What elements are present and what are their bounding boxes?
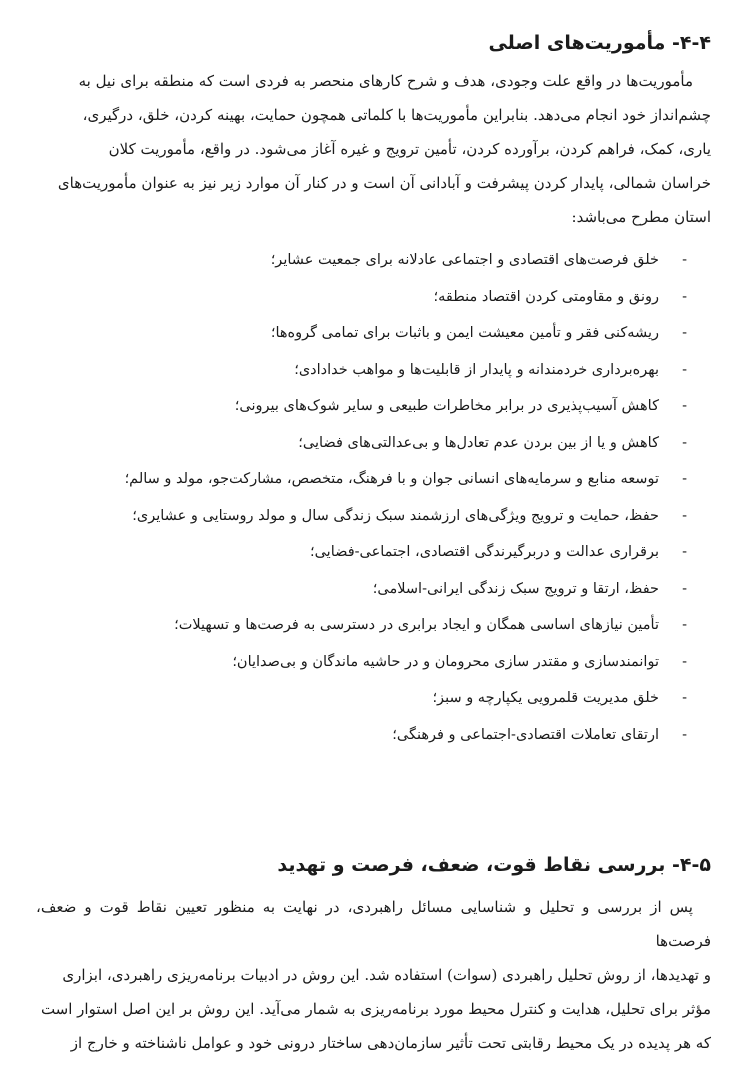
list-dash: - xyxy=(682,288,687,305)
section-heading-missions: ۴-۴- مأموریت‌های اصلی xyxy=(488,32,711,54)
list-item: - کاهش آسیب‌پذیری در برابر مخاطرات طبیعی و سایر شوک‌های بیرونی؛ xyxy=(36,388,687,425)
missions-list xyxy=(36,242,711,753)
swot-paragraph xyxy=(36,890,711,1060)
list-item: - خلق مدیریت قلمرویی یکپارچه و سبز؛ xyxy=(36,680,687,717)
list-dash: - xyxy=(682,398,687,414)
list-item: - کاهش و یا از بین بردن عدم تعادل‌ها و بی‌عدالتی‌های فضایی؛ xyxy=(36,425,687,462)
section-swot xyxy=(36,850,711,1060)
document-page xyxy=(36,28,711,1080)
list-dash: - xyxy=(682,544,687,560)
list-dash: - xyxy=(682,580,687,597)
list-dash: - xyxy=(682,617,687,633)
list-item: - حفظ، حمایت و ترویج ویژگی‌های ارزشمند سبک زندگی سال و مولد روستایی و عشایری؛ xyxy=(36,498,687,535)
section-missions xyxy=(36,28,711,753)
list-item: - خلق فرصت‌های اقتصادی و اجتماعی عادلانه برای جمعیت عشایر؛ xyxy=(36,242,687,279)
swot-line: که هر پدیده در یک محیط رقابتی تحت تأثیر سازمان‌دهی ساختار درونی خود و عوامل ناشناخته و خارج از xyxy=(70,1034,711,1052)
intro-line: استان مطرح می‌باشد: xyxy=(571,208,711,226)
intro-line: چشم‌انداز خود انجام می‌دهد. بنابراین مأموریت‌ها با کلماتی همچون حمایت، بهینه کردن، خلق، درگیری، xyxy=(82,106,711,124)
intro-line: یاری، کمک، فراهم کردن، برآورده کردن، تأمین ترویج و غیره آغاز می‌شود. در واقع، مأموریت کلان xyxy=(108,140,711,158)
list-dash: - xyxy=(682,325,687,341)
list-dash: - xyxy=(682,434,687,451)
list-dash: - xyxy=(682,726,687,743)
list-dash: - xyxy=(682,507,687,524)
list-item: - برقراری عدالت و دربرگیرندگی اقتصادی، اجتماعی-فضایی؛ xyxy=(36,534,687,571)
list-item: - تأمین نیازهای اساسی همگان و ایجاد برابری در دسترسی به فرصت‌ها و تسهیلات؛ xyxy=(36,607,687,644)
list-item: - رونق و مقاومتی کردن اقتصاد منطقه؛ xyxy=(36,279,687,316)
list-dash: - xyxy=(682,690,687,706)
list-item: - حفظ، ارتقا و ترویج سبک زندگی ایرانی-اسلامی؛ xyxy=(36,571,687,608)
list-item: - بهره‌برداری خردمندانه و پایدار از قابلیت‌ها و مواهب خدادادی؛ xyxy=(36,352,687,389)
list-dash: - xyxy=(682,361,687,378)
list-item: - ارتقای تعاملات اقتصادی-اجتماعی و فرهنگی؛ xyxy=(36,717,687,754)
list-item: - ریشه‌کنی فقر و تأمین معیشت ایمن و باثبات برای تمامی گروه‌ها؛ xyxy=(36,315,687,352)
swot-line: مؤثر برای تحلیل، هدایت و کنترل محیط مورد برنامه‌ریزی به شمار می‌آید. این روش بر این اصل استوار است xyxy=(40,1000,711,1018)
list-item: - توسعه منابع و سرمایه‌های انسانی جوان و با فرهنگ، متخصص، مشارکت‌جو، مولد و سالم؛ xyxy=(36,461,687,498)
list-dash: - xyxy=(682,653,687,670)
list-dash: - xyxy=(682,252,687,268)
swot-line: پس از بررسی و تحلیل و شناسایی مسائل راهبردی، در نهایت به منظور تعیین نقاط قوت و ضعف، فرصت‌ها xyxy=(36,898,711,950)
swot-line: و تهدیدها، از روش تحلیل راهبردی (سوات) استفاده شد. این روش در ادبیات برنامه‌ریزی راهبردی، ابزاری xyxy=(62,966,711,984)
list-dash: - xyxy=(682,471,687,487)
list-item: - توانمندسازی و مقتدر سازی محرومان و در حاشیه ماندگان و بی‌صدایان؛ xyxy=(36,644,687,681)
intro-paragraph xyxy=(36,64,711,234)
intro-line: مأموریت‌ها در واقع علت وجودی، هدف و شرح کارهای منحصر به فردی است که منطقه برای نیل به xyxy=(78,72,693,90)
section-heading-swot: ۴-۵- بررسی نقاط قوت، ضعف، فرصت و تهدید xyxy=(277,854,711,876)
intro-line: خراسان شمالی، پایدار کردن پیشرفت و آبادانی آن است و در کنار آن موارد زیر نیز به عنوان مأموریت‌های xyxy=(57,174,711,192)
